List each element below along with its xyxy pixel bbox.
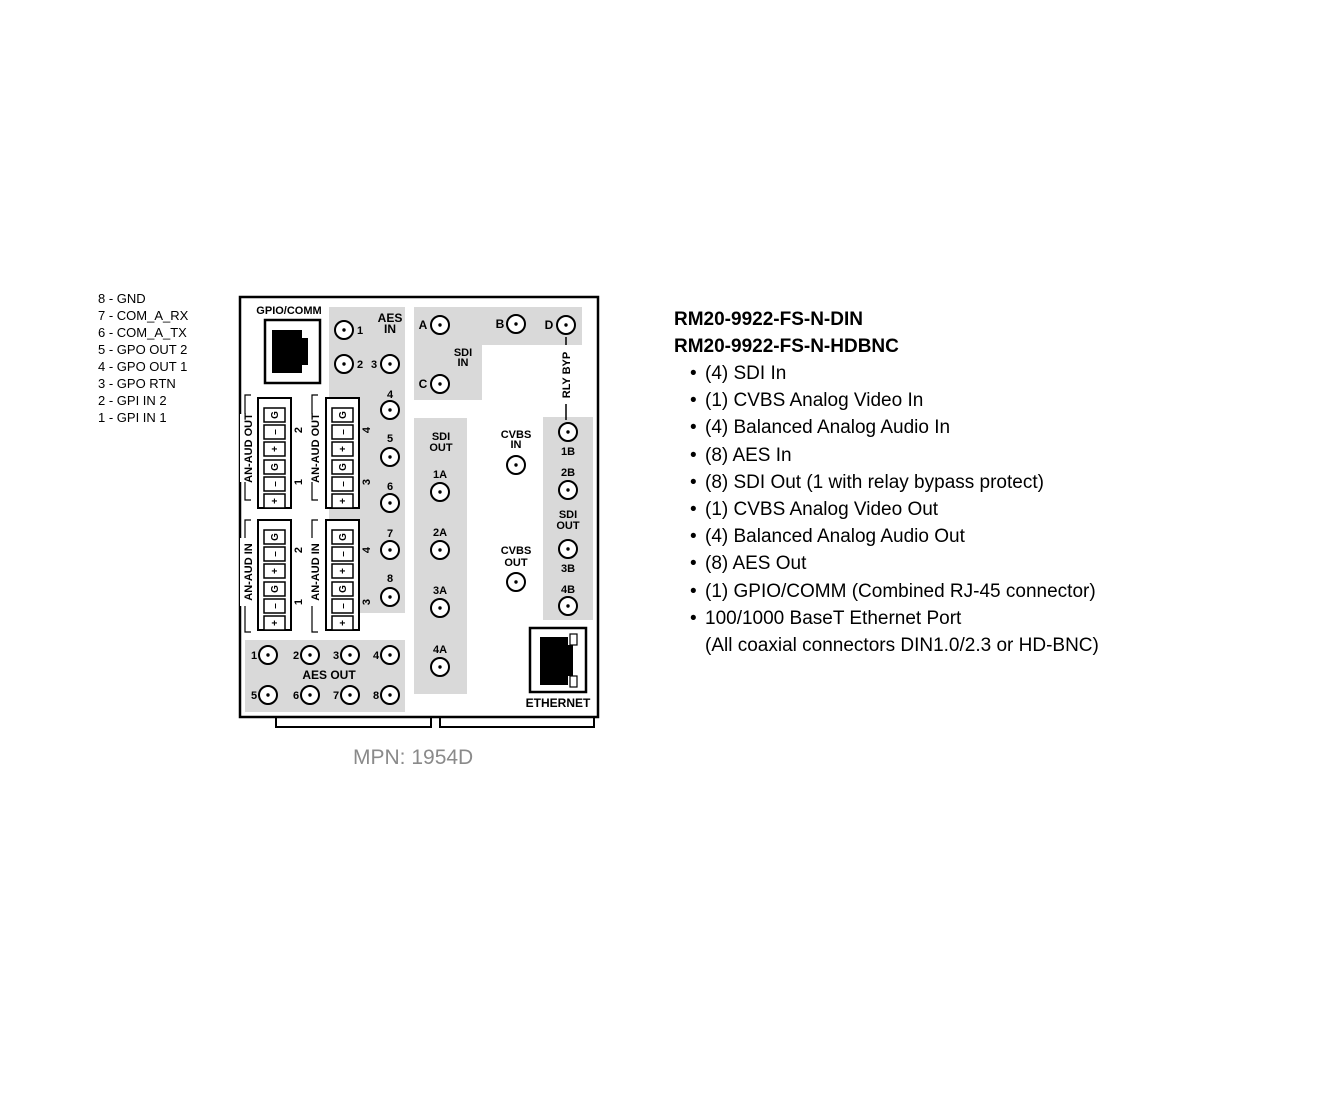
feature-text: (4) SDI In	[705, 363, 787, 384]
ethernet-label: ETHERNET	[525, 696, 591, 710]
an-aud-in-label: AN-AUD IN	[310, 543, 322, 601]
feature-item	[674, 469, 1099, 496]
bullet-icon: •	[690, 607, 697, 629]
terminal-pin-label: +	[270, 620, 281, 626]
an-aud-in-label: AN-AUD IN	[243, 543, 255, 601]
sdi-in-connector	[431, 375, 449, 393]
terminal-pin-label: +	[270, 446, 281, 452]
sdi-out-connector	[431, 483, 449, 501]
terminal-pin-label: G	[338, 533, 349, 541]
sdi-out-label: 3B	[560, 563, 576, 575]
sdi-in-letter: D	[544, 318, 554, 332]
aes-in-connector	[381, 401, 399, 419]
pinout-line: 7 - COM_A_RX	[98, 308, 189, 323]
sdi-out-left-title: SDI	[431, 431, 451, 443]
aes-in-title: IN	[384, 322, 396, 336]
aes-in-connector	[381, 541, 399, 559]
an-aud-channel-number: 1	[293, 598, 305, 606]
pinout-line: 1 - GPI IN 1	[98, 410, 167, 425]
mpn-label: MPN: 1954D	[353, 746, 474, 769]
feature-item	[674, 550, 1099, 577]
aes-out-connector	[341, 686, 359, 704]
aes-in-connector	[381, 448, 399, 466]
bullet-icon: •	[690, 390, 697, 412]
pinout-line: 4 - GPO OUT 1	[98, 359, 188, 374]
aes-in-connector	[335, 321, 353, 339]
bullet-icon: •	[690, 417, 697, 439]
sdi-out-connector	[559, 481, 577, 499]
sdi-out-label: 4B	[560, 584, 576, 596]
aes-in-connector	[335, 355, 353, 373]
aes-out-connector	[301, 646, 319, 664]
bullet-icon: •	[690, 471, 697, 493]
terminal-pin-label: –	[270, 481, 281, 487]
rear-panel-diagram	[230, 288, 610, 738]
aes-out-number: 4	[372, 650, 380, 662]
terminal-block	[326, 398, 359, 508]
sdi-in-letter: B	[495, 317, 505, 331]
an-aud-channel-number: 3	[361, 598, 373, 606]
feature-text: (8) SDI Out (1 with relay bypass protect)	[705, 471, 1044, 493]
feature-text: (8) AES Out	[705, 553, 807, 575]
feature-text: (4) Balanced Analog Audio In	[705, 417, 951, 439]
aes-out-number: 5	[250, 690, 258, 702]
cvbs-out-label: OUT	[504, 557, 528, 569]
aes-out-number: 1	[250, 650, 258, 662]
sdi-in-title: SDI	[453, 347, 473, 359]
bullet-icon: •	[690, 498, 697, 520]
bullet-icon: •	[690, 580, 697, 602]
panel-foot-left	[276, 717, 431, 727]
aes-in-number: 3	[370, 359, 378, 371]
aes-in-number: 8	[386, 573, 394, 585]
ethernet-led-icon	[570, 634, 577, 645]
pinout-line: 8 - GND	[98, 291, 146, 306]
aes-out-connector	[259, 646, 277, 664]
sdi-out-label: 4A	[432, 644, 448, 656]
terminal-pin-label: G	[270, 585, 281, 593]
terminal-pin-label: G	[270, 411, 281, 419]
terminal-pin-label: –	[338, 429, 349, 435]
aes-in-connector	[381, 355, 399, 373]
feature-text: (8) AES In	[705, 444, 792, 466]
aes-in-number: 2	[356, 359, 364, 371]
cvbs-out-connector	[507, 573, 525, 591]
aes-in-number: 6	[386, 481, 394, 493]
gpio-comm-label: GPIO/COMM	[256, 305, 322, 317]
feature-item	[674, 442, 1099, 469]
terminal-pin-label: +	[338, 620, 349, 626]
terminal-pin-label: –	[338, 551, 349, 557]
aes-out-number: 7	[332, 690, 340, 702]
terminal-pin-label: –	[338, 481, 349, 487]
model-number: RM20-9922-FS-N-DIN	[674, 309, 863, 330]
bullet-icon: •	[690, 526, 697, 548]
sdi-in-title: IN	[457, 357, 469, 369]
cvbs-in-label: IN	[510, 439, 522, 451]
bullet-icon: •	[690, 444, 697, 466]
sdi-out-label: 1B	[560, 446, 576, 458]
terminal-pin-label: +	[338, 568, 349, 574]
sdi-out-connector	[559, 597, 577, 615]
feature-text: (4) Balanced Analog Audio Out	[705, 526, 965, 548]
terminal-block	[258, 398, 291, 508]
terminal-pin-label: –	[270, 551, 281, 557]
feature-item	[674, 387, 1099, 414]
terminal-pin-label: +	[338, 446, 349, 452]
terminal-pin-label: G	[338, 585, 349, 593]
sdi-in-letter: C	[418, 377, 428, 391]
sdi-out-left-title: OUT	[429, 442, 453, 454]
feature-item	[674, 360, 1099, 387]
cvbs-in-label: CVBS	[500, 429, 532, 441]
aes-in-number: 4	[386, 389, 394, 401]
aes-in-number: 5	[386, 433, 394, 445]
cvbs-out-label: CVBS	[500, 545, 532, 557]
relay-bypass-label: RLY BYP	[561, 351, 573, 399]
sdi-out-label: 2A	[432, 527, 448, 539]
sdi-out-label: 3A	[432, 585, 448, 597]
ethernet-led-icon	[570, 676, 577, 687]
feature-item	[674, 523, 1099, 550]
gpio-pinout-legend	[98, 290, 188, 426]
terminal-pin-label: G	[338, 411, 349, 419]
aes-out-number: 2	[292, 650, 300, 662]
terminal-pin-label: –	[338, 603, 349, 609]
bullet-icon: •	[690, 553, 697, 575]
terminal-block	[258, 520, 291, 630]
sdi-out-connector	[559, 423, 577, 441]
sdi-out-label: 2B	[560, 467, 576, 479]
terminal-pin-label: +	[270, 498, 281, 504]
bullet-icon: •	[690, 363, 697, 384]
feature-item	[674, 578, 1099, 605]
feature-item	[674, 496, 1099, 523]
feature-text: (1) CVBS Analog Video Out	[705, 498, 939, 520]
aes-out-title: AES OUT	[302, 668, 356, 682]
terminal-block	[326, 520, 359, 630]
pinout-line: 2 - GPI IN 2	[98, 393, 167, 408]
an-aud-channel-number: 3	[361, 478, 373, 486]
spec-list	[674, 306, 1099, 659]
model-number: RM20-9922-FS-N-HDBNC	[674, 336, 899, 357]
feature-text: 100/1000 BaseT Ethernet Port	[705, 607, 962, 629]
aes-in-title: AES	[377, 311, 403, 325]
feature-text: (1) CVBS Analog Video In	[705, 390, 924, 412]
aes-out-number: 6	[292, 690, 300, 702]
sdi-in-connector	[431, 316, 449, 334]
sdi-in-connector	[507, 315, 525, 333]
sdi-in-letter: A	[418, 318, 428, 332]
aes-out-connector	[341, 646, 359, 664]
terminal-pin-label: –	[270, 429, 281, 435]
aes-in-number: 1	[356, 325, 364, 337]
terminal-pin-label: G	[270, 463, 281, 471]
cvbs-in-connector	[507, 456, 525, 474]
sdi-out-connector	[559, 540, 577, 558]
terminal-pin-label: +	[338, 498, 349, 504]
aes-out-connector	[259, 686, 277, 704]
sdi-out-right-title: OUT	[556, 520, 580, 532]
terminal-pin-label: G	[270, 533, 281, 541]
terminal-pin-label: +	[270, 568, 281, 574]
aes-out-connector	[301, 686, 319, 704]
panel-foot-right	[440, 717, 594, 727]
sdi-out-right-title: SDI	[558, 509, 578, 521]
an-aud-channel-number: 1	[293, 478, 305, 486]
aes-in-number: 7	[386, 528, 394, 540]
feature-text: (1) GPIO/COMM (Combined RJ-45 connector)	[705, 580, 1096, 602]
pinout-line: 6 - COM_A_TX	[98, 325, 187, 340]
aes-in-connector	[381, 494, 399, 512]
terminal-pin-label: –	[270, 603, 281, 609]
aes-out-connector	[381, 686, 399, 704]
sdi-in-connector	[557, 316, 575, 334]
aes-out-number: 8	[372, 690, 380, 702]
aes-out-number: 3	[332, 650, 340, 662]
feature-item	[674, 414, 1099, 441]
an-aud-out-label: AN-AUD OUT	[243, 413, 255, 483]
sdi-out-connector	[431, 658, 449, 676]
feature-item	[674, 605, 1099, 632]
sdi-out-connector	[431, 599, 449, 617]
pinout-line: 5 - GPO OUT 2	[98, 342, 188, 357]
an-aud-channel-number: 4	[361, 426, 373, 434]
terminal-pin-label: G	[338, 463, 349, 471]
aes-out-connector	[381, 646, 399, 664]
an-aud-channel-number: 2	[293, 546, 305, 554]
an-aud-channel-number: 4	[361, 546, 373, 554]
feature-list	[674, 360, 1099, 632]
pinout-line: 3 - GPO RTN	[98, 376, 176, 391]
aes-in-connector	[381, 588, 399, 606]
sdi-out-connector	[431, 541, 449, 559]
an-aud-channel-number: 2	[293, 426, 305, 434]
connector-note: (All coaxial connectors DIN1.0/2.3 or HD-BNC)	[705, 634, 1099, 656]
an-aud-out-label: AN-AUD OUT	[310, 413, 322, 483]
sdi-out-label: 1A	[432, 469, 448, 481]
